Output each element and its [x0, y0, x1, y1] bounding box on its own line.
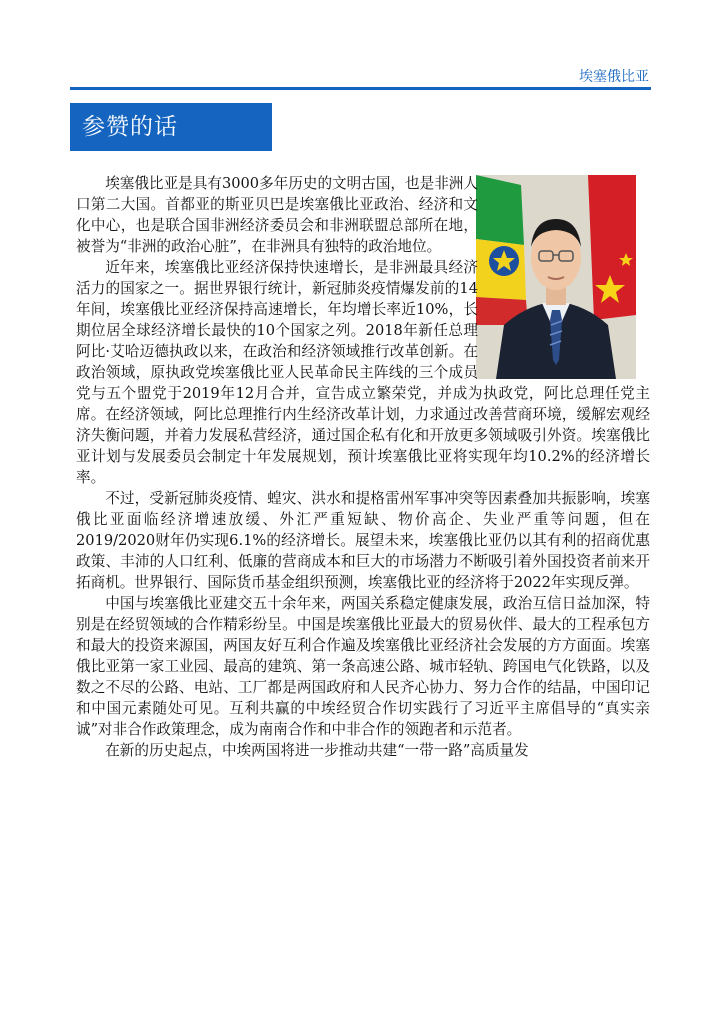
section-label: 埃塞俄比亚 — [579, 69, 649, 85]
paragraph-4: 中国与埃塞俄比亚建交五十余年来，两国关系稳定健康发展，政治互信日益加深，特别是在经贸领域的合作精彩纷呈。中国是埃塞俄比亚最大的贸易伙伴、最大的工程承包方和最大的投资来源国，两国友好互利合作遍及埃塞俄比亚经济社会发展的方方面面。埃塞俄比亚第一家工业园、最高的建筑、第一条高速公路、城市轻轨、跨国电气化铁路，以及数之不尽的公路、电站、工厂都是两国政府和人民齐心协力、努力合作的结晶，中国印记和中国元素随处可见。互利共赢的中埃经贸合作切实践行了习近平主席倡导的“真实亲诚”对非合作政策理念，成为南南合作和中非合作的领跑者和示范者。 — [76, 595, 650, 738]
paragraph-3: 不过，受新冠肺炎疫情、蝗灾、洪水和提格雷州军事冲突等因素叠加共振影响，埃塞俄比亚面临经济增速放缓、外汇严重短缺、物价高企、失业严重等问题，但在2019/2020财年仍实现6.1%的经济增长。展望未来，埃塞俄比亚仍以其有利的招商优惠政策、丰沛的人口红利、低廉的营商成本和巨大的市场潜力不断吸引着外国投资者前来开拓商机。世界银行、国际货币基金组织预测，埃塞俄比亚的经济将于2022年实现反弹。 — [76, 490, 650, 591]
page-title: 参赞的话 — [70, 103, 272, 151]
paragraph-5: 在新的历史起点，中埃两国将进一步推动共建“一带一路”高质量发 — [105, 742, 529, 759]
article-body — [76, 173, 650, 761]
paragraph-2: 近年来，埃塞俄比亚经济保持快速增长，是非洲最具经济活力的国家之一。据世界银行统计，新冠肺炎疫情爆发前的14年间，埃塞俄比亚经济保持高速增长，年均增长率近10%，长期位居全球经济增长最快的10个国家之列。2018年新任总理阿比·艾哈迈德执政以来，在政治和经济领域推行改革创新。在政治领域，原执政党埃塞俄比亚人民革命民主阵线的三个成员党与五个盟党于2019年12月合并，宣告成立繁荣党，并成为执政党，阿比总理任党主席。在经济领域，阿比总理推行内生经济改革计划，力求通过改善营商环境，缓解宏观经济失衡问题，并着力发展私营经济，通过国企私有化和开放更多领域吸引外资。埃塞俄比亚计划与发展委员会制定十年发展规划，预计埃塞俄比亚将实现年均10.2%的经济增长率。 — [76, 259, 650, 486]
paragraph-1: 埃塞俄比亚是具有3000多年历史的文明古国，也是非洲人口第二大国。首都亚的斯亚贝巴是埃塞俄比亚政治、经济和文化中心，也是联合国非洲经济委员会和非洲联盟总部所在地，被誉为“非洲的政治心脏”，在非洲具有独特的政治地位。 — [76, 175, 478, 255]
header-divider — [70, 87, 651, 90]
